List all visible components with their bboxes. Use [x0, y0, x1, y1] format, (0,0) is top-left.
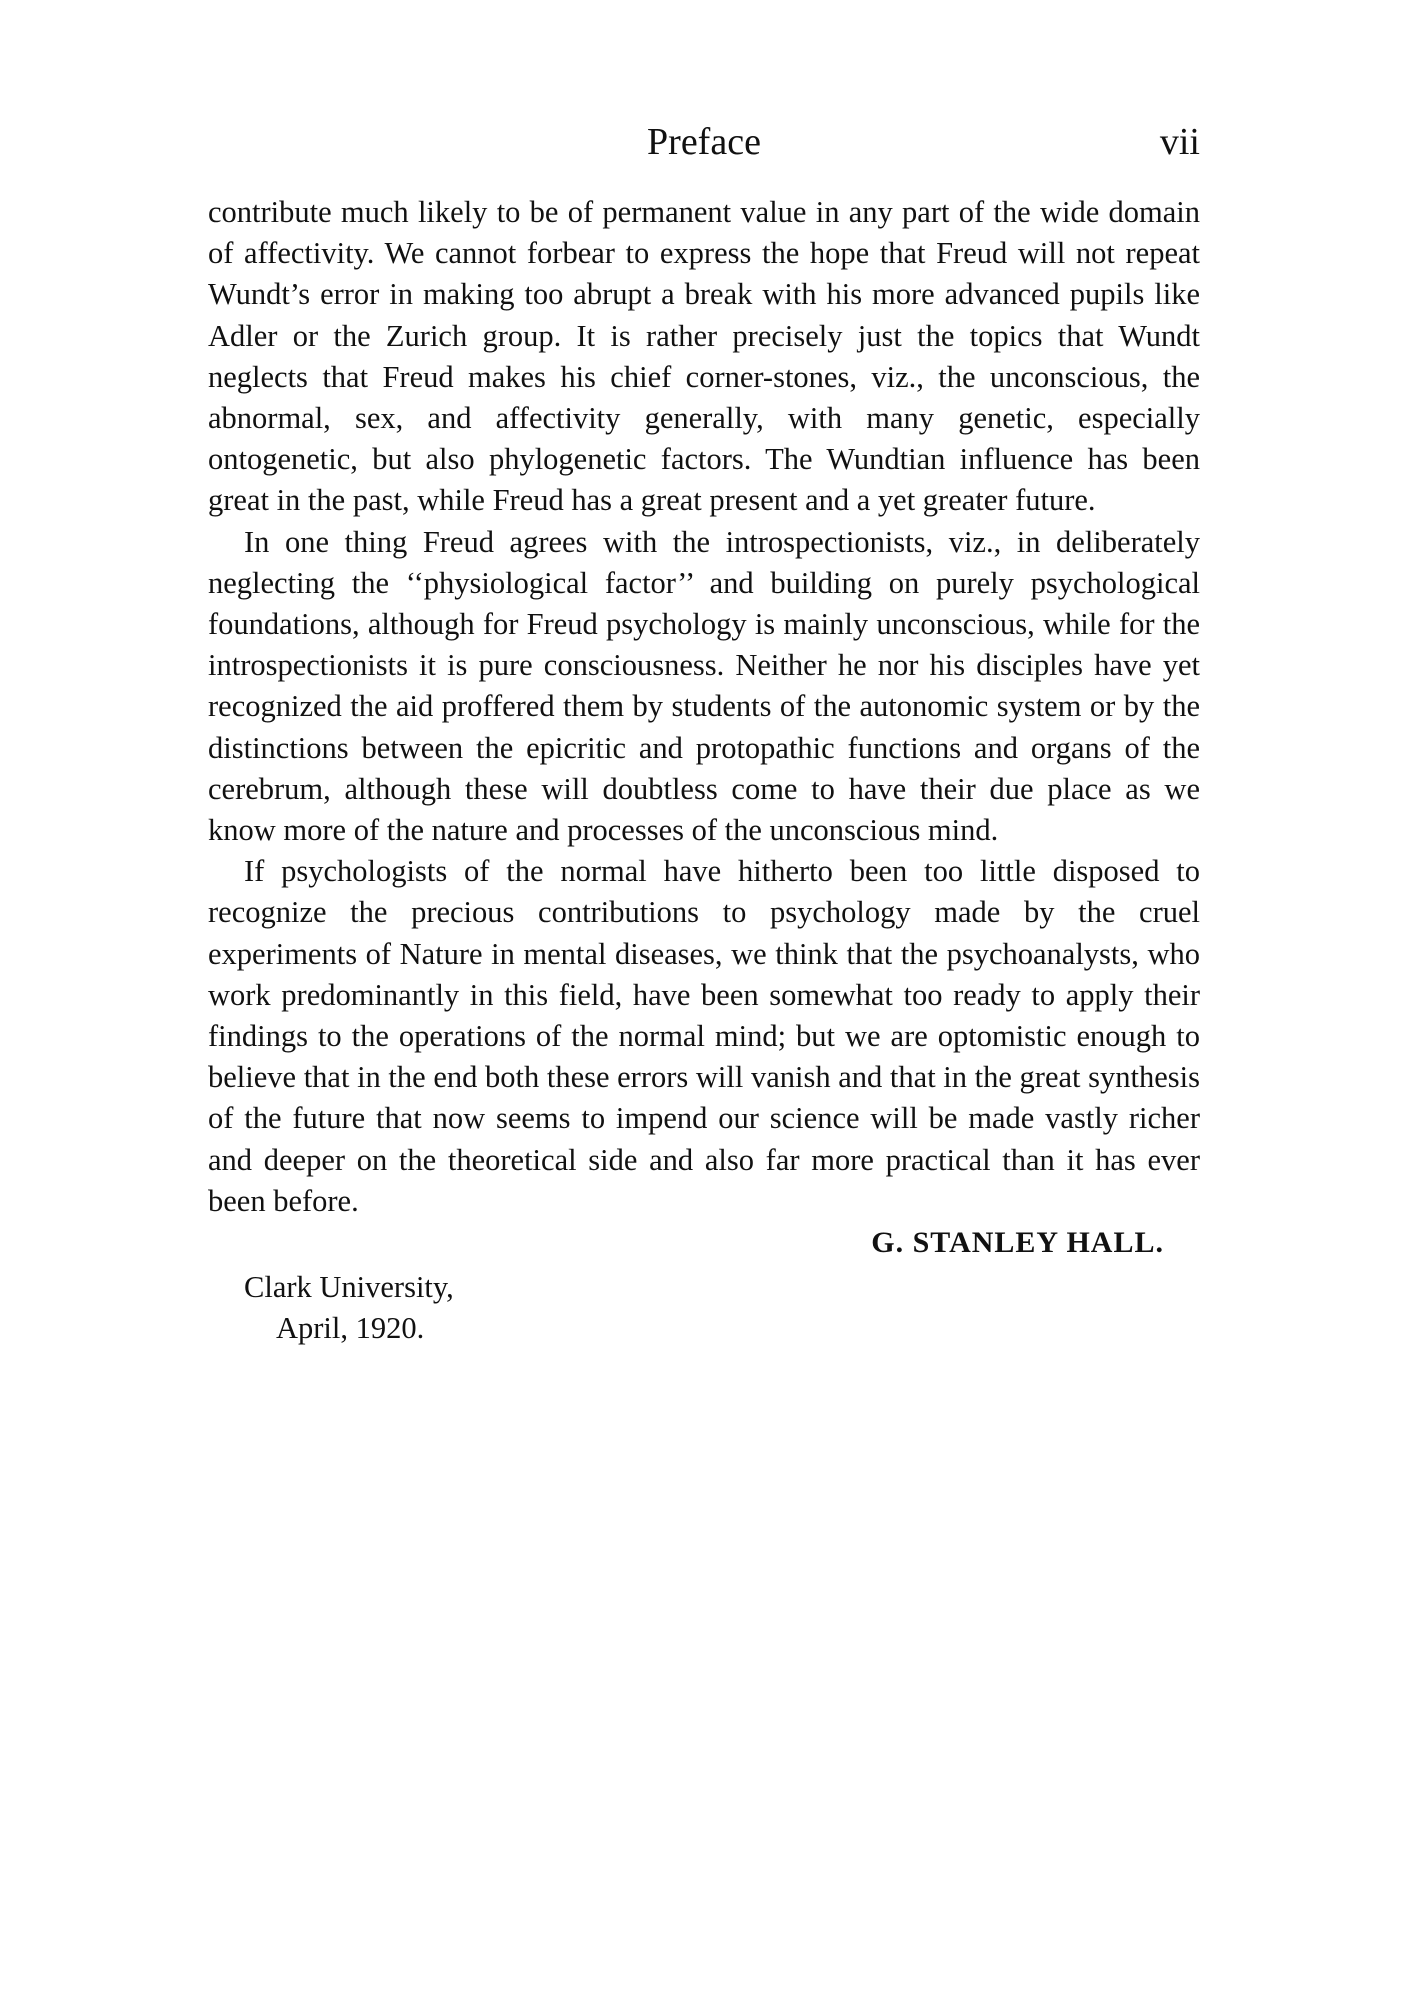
page-header: [208, 112, 1200, 172]
paragraph-introspectionists: In one thing Freud agrees with the introspectionists, viz., in deliberately neglecting the ‘‘physiological factor’’ and building on purely psychological foundations, although for Freud psychology is mainly unconscious, while for the introspectionists it is pure consciousness. Neither he nor his disciples have yet recognized the aid proffered them by students of the autonomic system or by the distinctions between the epicritic and protopathic functions and organs of the cerebrum, although these will doubtless come to have their due place as we know more of the nature and processes of the unconscious mind.: [208, 524, 1200, 848]
paragraph-continuation: contribute much likely to be of permanent value in any part of the wide domain of affectivity. We cannot forbear to express the hope that Freud will not repeat Wundt’s error in making too abrupt a break with his more advanced pupils like Adler or the Zurich group. It is rather precisely just the topics that Wundt neglects that Freud makes his chief corner-stones, viz., the unconscious, the abnormal, sex, and affectivity generally, with many genetic, especially ontogenetic, but also phylogenetic factors. The Wundtian influence has been great in the past, while Freud has a great present and a yet greater future.: [208, 195, 1200, 518]
preface-body: [208, 192, 1200, 1349]
running-title: Preface: [647, 121, 761, 163]
place-and-date: [244, 1267, 1200, 1349]
place: Clark University,: [244, 1270, 454, 1305]
paragraph-psychologists-of-normal: If psychologists of the normal have hitherto been too little disposed to recognize the precious contributions to psychology made by the cruel experiments of Nature in mental diseases, we think that the psychoanalysts, who work predominantly in this field, have been somewhat too ready to apply their findings to the operations of the normal mind; but we are optomistic enough to believe that in the end both these errors will vanish and that in the great synthesis of the future that now seems to impend our science will be made vastly richer and deeper on the theoretical side and also far more practical than it has ever been before.: [208, 854, 1200, 1218]
date: April, 1920.: [276, 1311, 425, 1346]
page-number: vii: [1159, 121, 1200, 163]
author-signature: G. STANLEY HALL.: [871, 1226, 1164, 1260]
